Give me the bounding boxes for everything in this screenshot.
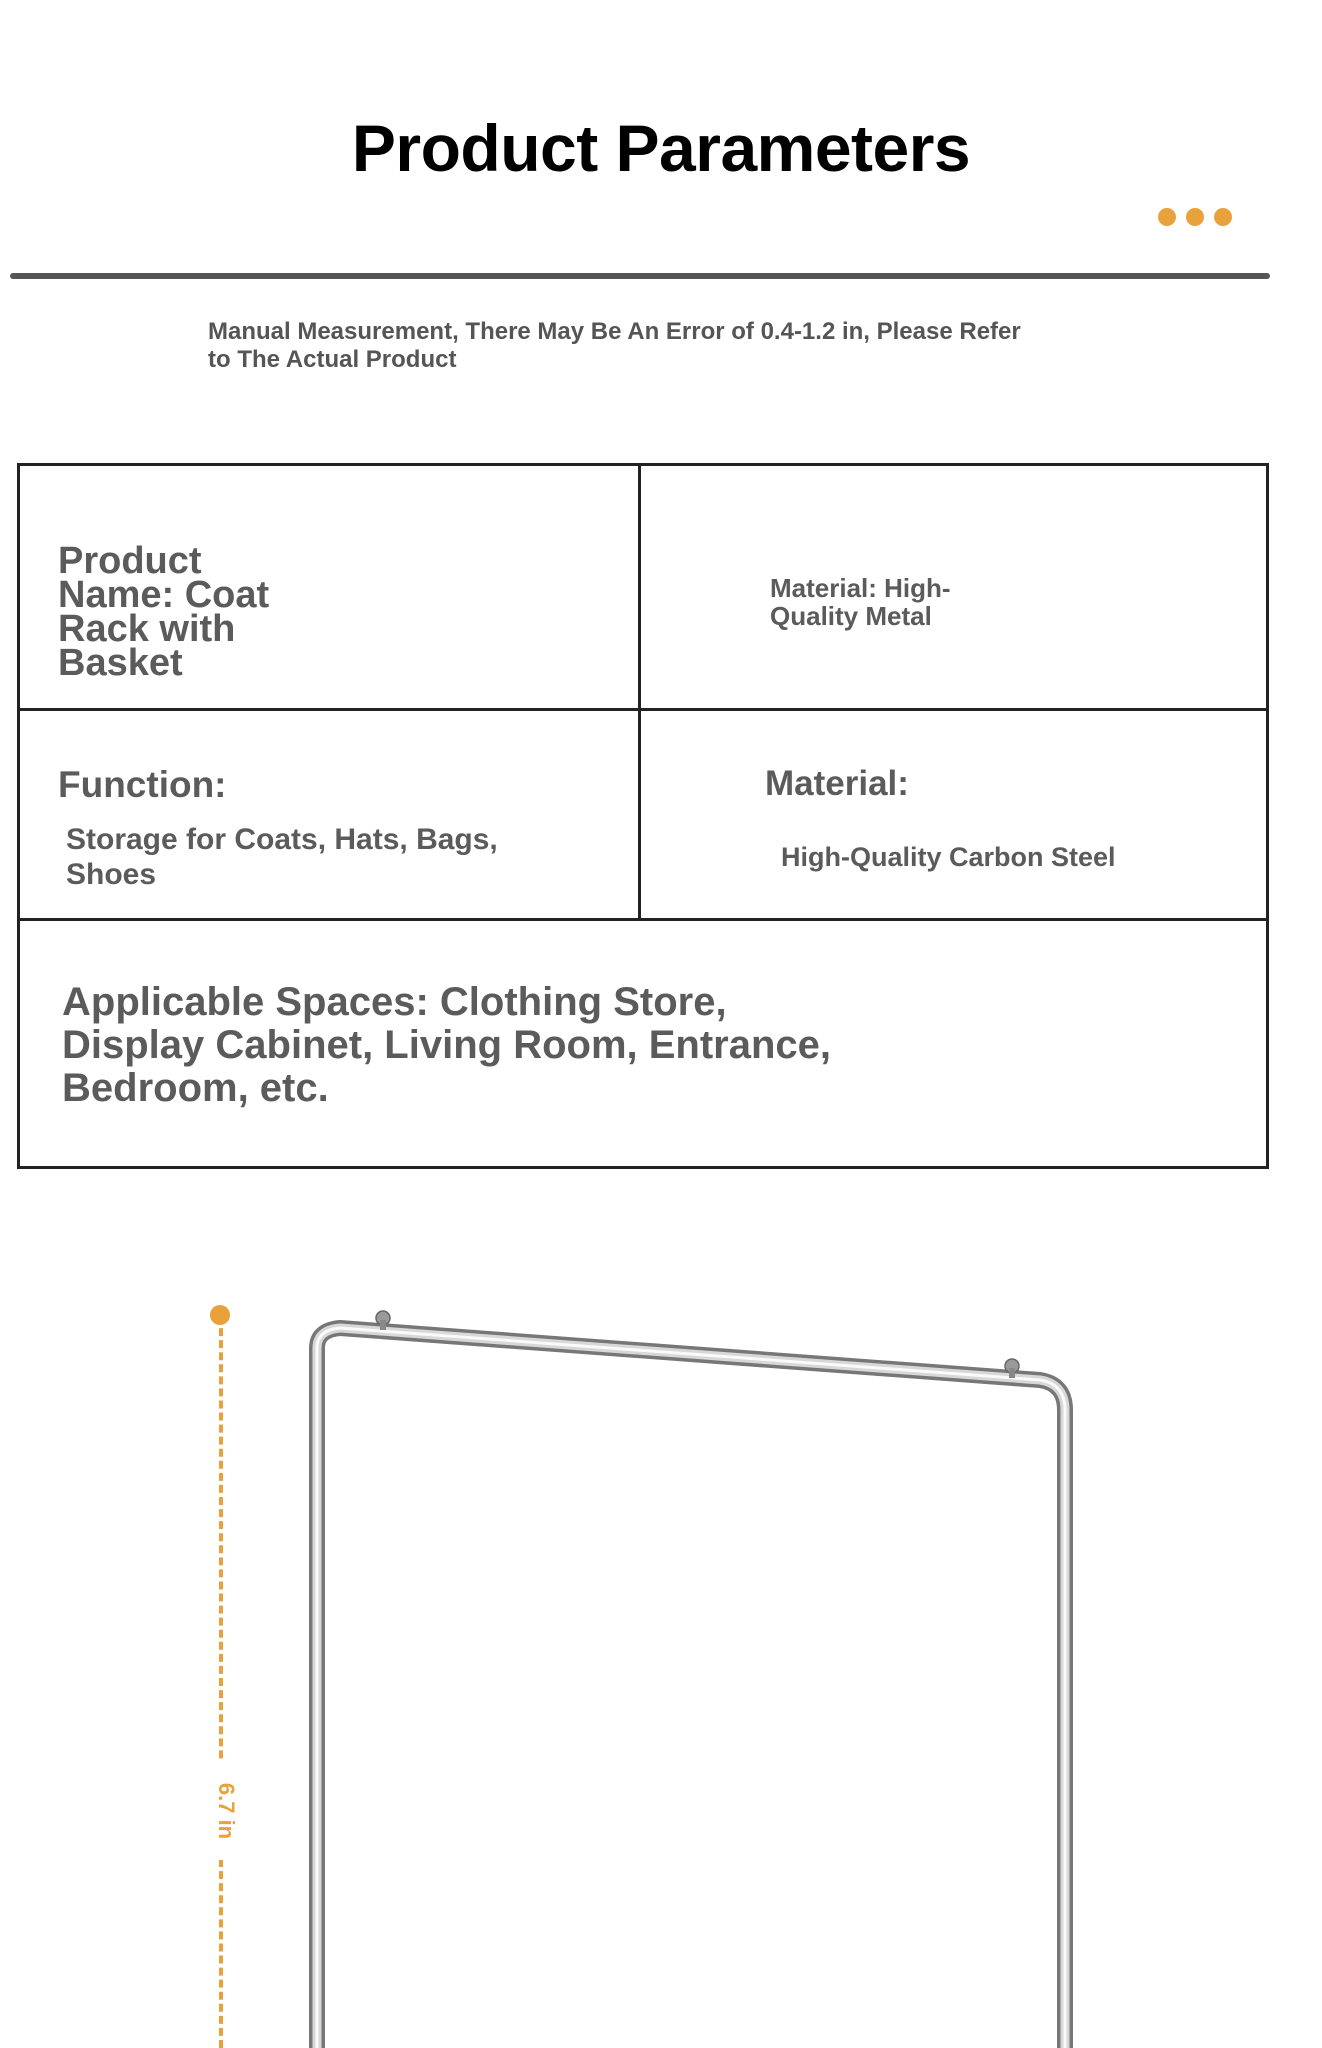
material-label: Material: [765,764,909,803]
product-name-cell: Product Name: Coat Rack with Basket [58,540,270,684]
table-row-divider [20,708,1266,711]
title-divider [10,273,1270,279]
dot-icon [1214,208,1232,226]
parameter-table [17,463,1269,1169]
material-main-cell: Material: High-Quality Metal [770,573,951,631]
measurement-note: Manual Measurement, There May Be An Error of 0.4-1.2 in, Please Refer to The Actual Product [208,318,1021,373]
coat-rack-image [0,1290,1322,2048]
table-row-divider [20,918,1266,921]
dot-icon [1158,208,1176,226]
table-column-divider [638,466,641,918]
page-title: Product Parameters [351,111,971,185]
dot-icon [1186,208,1204,226]
height-dimension-label: 6.7 in [213,1762,239,1860]
material-value: High-Quality Carbon Steel [781,842,1116,872]
more-dots-icon [1158,208,1232,226]
function-value: Storage for Coats, Hats, Bags, Shoes [66,823,498,891]
applicable-spaces-cell: Applicable Spaces: Clothing Store, Display Cabinet, Living Room, Entrance, Bedroom, etc. [62,980,832,1110]
function-label: Function: [58,764,227,805]
